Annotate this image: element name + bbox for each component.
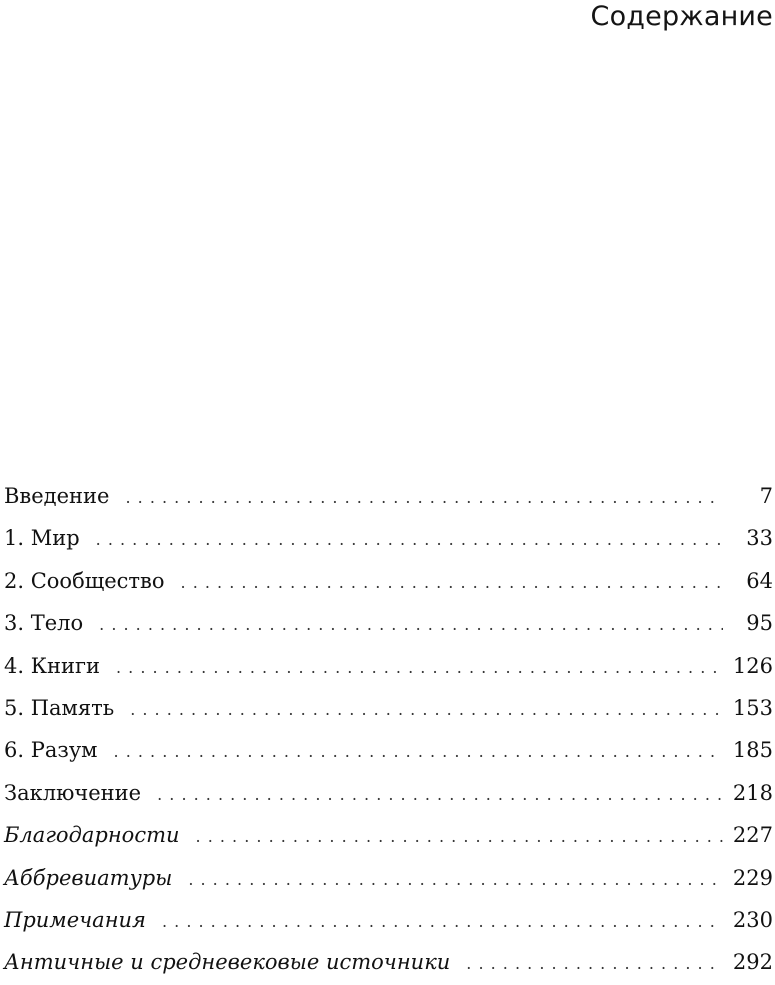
toc-dot-leader xyxy=(130,689,723,731)
toc-entry-title: Античные и средневековые источники xyxy=(4,950,451,975)
toc-page-number: 230 xyxy=(732,907,773,932)
toc-dot-leader xyxy=(96,519,723,561)
toc-entry[interactable] xyxy=(4,941,773,983)
toc-page-number: 153 xyxy=(732,695,773,720)
toc-dot-leader xyxy=(114,731,723,773)
toc-entry-title: Заключение xyxy=(4,780,142,805)
toc-page-number: 7 xyxy=(759,484,773,508)
toc-dot-leader xyxy=(196,816,723,858)
toc-dot-leader xyxy=(99,604,723,646)
toc-dot-leader xyxy=(116,647,723,689)
toc-entry-title: Благодарности xyxy=(4,823,180,848)
toc-dot-leader xyxy=(188,859,723,901)
toc-entry-title: Примечания xyxy=(4,907,146,932)
toc-page-number: 227 xyxy=(732,823,773,848)
toc-entry[interactable] xyxy=(4,687,773,729)
toc-entry[interactable] xyxy=(4,729,773,771)
toc-page-number: 292 xyxy=(732,950,773,975)
toc-page-number: 218 xyxy=(732,780,773,805)
toc-page-number: 229 xyxy=(732,865,773,890)
toc-entry[interactable] xyxy=(4,772,773,814)
toc-entry-title: 5. Память xyxy=(4,695,115,720)
toc-entry-title: 1. Мир xyxy=(4,526,80,551)
toc-dot-leader xyxy=(181,562,723,604)
toc-entry[interactable] xyxy=(4,475,773,517)
toc-entry[interactable] xyxy=(4,899,773,941)
toc-dot-leader xyxy=(466,943,723,985)
toc-page-number: 33 xyxy=(746,526,773,551)
page-title: Содержание xyxy=(590,1,773,32)
toc-entry[interactable] xyxy=(4,560,773,602)
toc-page-number: 64 xyxy=(746,568,773,593)
toc-dot-leader xyxy=(162,901,723,943)
toc-entry[interactable] xyxy=(4,814,773,856)
toc-page-number: 126 xyxy=(732,653,773,678)
toc-entry[interactable] xyxy=(4,857,773,899)
toc-entry-title: 6. Разум xyxy=(4,738,98,763)
toc-entry[interactable] xyxy=(4,645,773,687)
toc-entry-title: 2. Сообщество xyxy=(4,568,165,593)
toc-entry[interactable] xyxy=(4,602,773,644)
toc-entry[interactable] xyxy=(4,517,773,559)
table-of-contents xyxy=(4,475,773,984)
toc-entry-title: Аббревиатуры xyxy=(4,865,173,890)
toc-page-number: 185 xyxy=(732,738,773,763)
toc-entry-title: 4. Книги xyxy=(4,653,100,678)
toc-page-number: 95 xyxy=(746,611,773,636)
toc-dot-leader xyxy=(157,774,723,816)
toc-entry-title: 3. Тело xyxy=(4,611,84,636)
toc-entry-title: Введение xyxy=(4,484,110,508)
toc-dot-leader xyxy=(125,477,723,519)
